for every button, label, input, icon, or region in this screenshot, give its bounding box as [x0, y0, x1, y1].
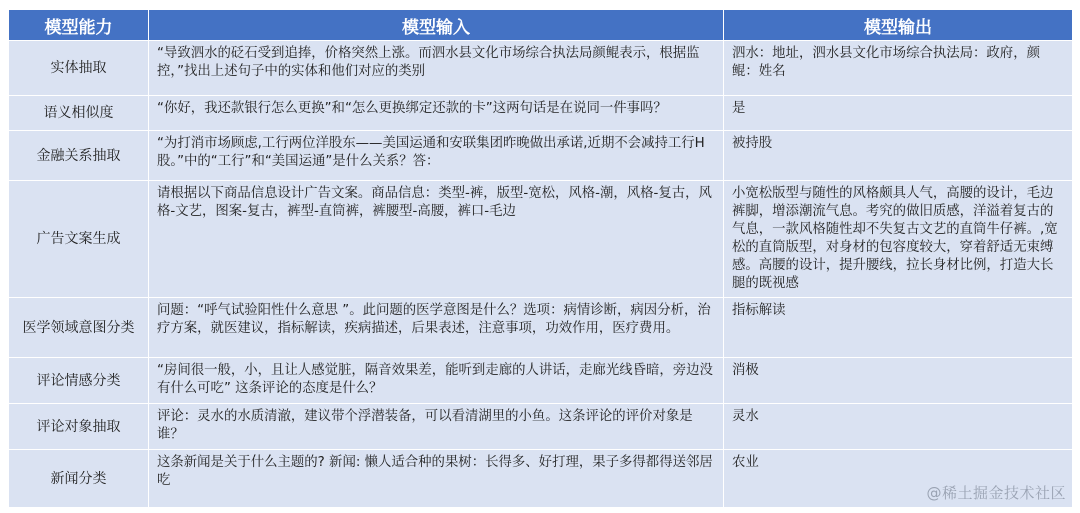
cell-capability: 金融关系抽取: [9, 131, 149, 181]
cell-output: 被持股: [724, 131, 1073, 181]
cell-capability: 评论对象抽取: [9, 404, 149, 450]
table-row: [9, 298, 1073, 358]
cell-input: 请根据以下商品信息设计广告文案。商品信息：类型-裤，版型-宽松，风格-潮，风格-复古，风格-文艺，图案-复古，裤型-直筒裤，裤腰型-高腰，裤口-毛边: [149, 181, 724, 298]
cell-capability: 医学领域意图分类: [9, 298, 149, 358]
cell-output: 灵水: [724, 404, 1073, 450]
cell-output: 小宽松版型与随性的风格颇具人气，高腰的设计，毛边裤脚，增添潮流气息。考究的做旧质感，洋溢着复古的气息，一款风格随性却不失复古文艺的直筒牛仔裤。,宽松的直筒版型，对身材的包容度较大，穿着舒适无束缚感。高腰的设计，提升腰线，拉长身材比例，打造大长腿的既视感: [724, 181, 1073, 298]
cell-output: 泗水：地址，泗水县文化市场综合执法局：政府，颜鲲：姓名: [724, 41, 1073, 96]
cell-input: “你好，我还款银行怎么更换”和“怎么更换绑定还款的卡”这两句话是在说同一件事吗？: [149, 96, 724, 131]
table-row: [9, 181, 1073, 298]
cell-input: 这条新闻是关于什么主题的? 新闻: 懒人适合种的果树：长得多、好打理，果子多得都得送邻居吃: [149, 450, 724, 508]
cell-capability: 新闻分类: [9, 450, 149, 508]
cell-capability: 实体抽取: [9, 41, 149, 96]
cell-input: 问题：“呼气试验阳性什么意思 ”。此问题的医学意图是什么？选项：病情诊断，病因分析，治疗方案，就医建议，指标解读，疾病描述，后果表述，注意事项，功效作用，医疗费用。: [149, 298, 724, 358]
table-header: [9, 10, 1073, 41]
capability-table-container: [8, 9, 1072, 508]
cell-input: “房间很一般，小，且让人感觉脏，隔音效果差，能听到走廊的人讲话，走廊光线昏暗，旁边没有什么可吃” 这条评论的态度是什么？: [149, 358, 724, 404]
table-row: [9, 96, 1073, 131]
cell-output: 消极: [724, 358, 1073, 404]
cell-output: 指标解读: [724, 298, 1073, 358]
cell-capability: 广告文案生成: [9, 181, 149, 298]
header-capability: 模型能力: [9, 10, 149, 41]
table-row: [9, 358, 1073, 404]
watermark: @稀土掘金技术社区: [926, 484, 1066, 502]
cell-capability: 评论情感分类: [9, 358, 149, 404]
cell-output: 农业: [724, 450, 1073, 508]
header-output: 模型输出: [724, 10, 1073, 41]
table-row: [9, 131, 1073, 181]
table-row: [9, 450, 1073, 508]
capability-table: [8, 9, 1073, 508]
cell-input: “为打消市场顾虑,工行两位洋股东——美国运通和安联集团昨晚做出承诺,近期不会减持工行H股。”中的“工行”和“美国运通”是什么关系？答：: [149, 131, 724, 181]
table-row: [9, 404, 1073, 450]
header-input: 模型输入: [149, 10, 724, 41]
cell-output: 是: [724, 96, 1073, 131]
table-row: [9, 41, 1073, 96]
cell-input: 评论：灵水的水质清澈，建议带个浮潜装备，可以看清湖里的小鱼。这条评论的评价对象是谁？: [149, 404, 724, 450]
cell-input: “导致泗水的砭石受到追捧，价格突然上涨。而泗水县文化市场综合执法局颜鲲表示，根据监控，”找出上述句子中的实体和他们对应的类别: [149, 41, 724, 96]
cell-capability: 语义相似度: [9, 96, 149, 131]
table-body: [9, 41, 1073, 508]
